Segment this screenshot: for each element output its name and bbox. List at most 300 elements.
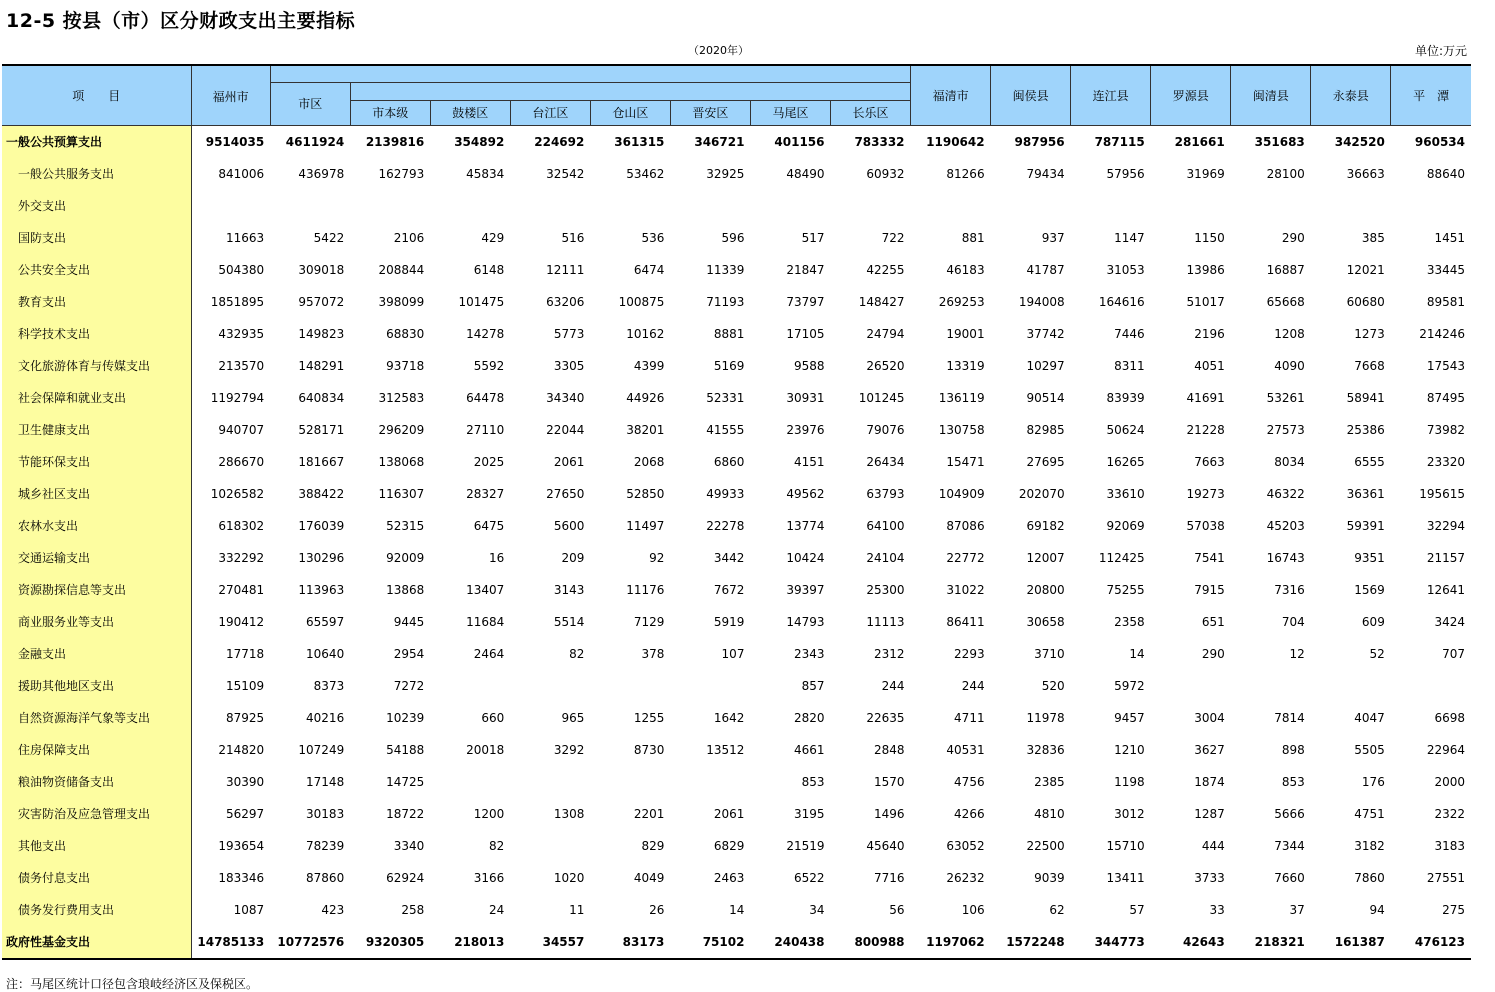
table-cell: 164616 <box>1098 294 1145 309</box>
table-cell: 22044 <box>546 422 585 437</box>
table-cell <box>430 670 510 702</box>
table-cell: 53261 <box>1266 390 1305 405</box>
row-label: 国防支出 <box>2 222 191 254</box>
table-row <box>2 446 1471 478</box>
table-cell: 27573 <box>1266 422 1305 437</box>
table-cell: 15109 <box>225 678 265 693</box>
table-cell <box>430 190 510 222</box>
table-cell: 46183 <box>946 262 985 277</box>
table-cell: 52331 <box>706 390 745 405</box>
table-cell: 651 <box>1201 614 1225 629</box>
table-cell: 10424 <box>786 550 825 565</box>
header-district: 马尾区 <box>750 100 830 125</box>
table-cell: 6698 <box>1434 710 1465 725</box>
table-cell <box>670 190 750 222</box>
table-cell: 8311 <box>1114 358 1145 373</box>
table-cell: 36361 <box>1346 486 1385 501</box>
table-cell: 41787 <box>1026 262 1065 277</box>
table-cell: 176039 <box>298 518 345 533</box>
table-cell: 22278 <box>706 518 745 533</box>
row-label: 粮油物资储备支出 <box>2 766 191 798</box>
table-cell: 1642 <box>713 710 745 725</box>
table-cell: 2343 <box>793 646 825 661</box>
table-cell: 429 <box>481 230 505 245</box>
table-cell: 1572248 <box>991 926 1071 959</box>
table-cell: 3305 <box>553 358 585 373</box>
table-cell: 87086 <box>946 518 985 533</box>
table-cell: 162793 <box>378 166 425 181</box>
table-cell: 342520 <box>1334 134 1385 149</box>
header-county: 罗源县 <box>1151 65 1231 125</box>
table-cell: 34340 <box>546 390 585 405</box>
table-cell: 4051 <box>1194 358 1225 373</box>
table-cell: 11 <box>569 902 585 917</box>
table-cell <box>670 766 750 798</box>
table-cell: 7860 <box>1354 870 1385 885</box>
table-cell: 190412 <box>218 614 265 629</box>
table-cell: 2106 <box>393 230 425 245</box>
table-cell: 64100 <box>866 518 905 533</box>
table-cell: 60932 <box>866 166 905 181</box>
table-row <box>2 222 1471 254</box>
table-cell: 49562 <box>786 486 825 501</box>
table-cell: 73797 <box>786 294 825 309</box>
table-cell: 17543 <box>1426 358 1465 373</box>
table-cell: 3710 <box>1034 646 1065 661</box>
table-row <box>2 926 1471 959</box>
row-label: 教育支出 <box>2 286 191 318</box>
table-cell: 37 <box>1289 902 1305 917</box>
table-cell: 2025 <box>473 454 505 469</box>
table-cell: 71193 <box>706 294 745 309</box>
table-cell: 6555 <box>1354 454 1385 469</box>
table-cell: 130758 <box>938 422 985 437</box>
table-cell: 11497 <box>626 518 665 533</box>
table-cell: 436978 <box>298 166 345 181</box>
table-cell: 16743 <box>1266 550 1305 565</box>
header-county: 永泰县 <box>1311 65 1391 125</box>
header-district: 鼓楼区 <box>430 100 510 125</box>
table-cell: 4611924 <box>285 134 345 149</box>
table-row <box>2 670 1471 702</box>
table-cell: 19001 <box>946 326 985 341</box>
table-cell: 1190642 <box>926 134 985 149</box>
row-label: 债务付息支出 <box>2 862 191 894</box>
table-cell: 11978 <box>1026 710 1065 725</box>
table-cell: 68830 <box>386 326 425 341</box>
table-cell: 82 <box>489 838 505 853</box>
table-cell: 32542 <box>546 166 585 181</box>
table-row <box>2 510 1471 542</box>
table-cell: 1147 <box>1114 230 1145 245</box>
table-cell: 93718 <box>386 358 425 373</box>
table-cell: 2000 <box>1434 774 1465 789</box>
table-cell: 244 <box>961 678 985 693</box>
table-cell: 8730 <box>633 742 665 757</box>
table-cell: 75102 <box>670 926 750 959</box>
table-cell: 26 <box>649 902 665 917</box>
table-cell: 290 <box>1281 230 1305 245</box>
table-cell <box>1071 190 1151 222</box>
table-cell: 22635 <box>866 710 905 725</box>
header-county: 福清市 <box>911 65 991 125</box>
table-cell: 476123 <box>1391 926 1471 959</box>
table-cell: 40531 <box>946 742 985 757</box>
table-cell: 5505 <box>1354 742 1385 757</box>
table-cell: 149823 <box>298 326 345 341</box>
table-cell: 7672 <box>713 582 745 597</box>
header-shiqu: 市区 <box>270 82 350 125</box>
table-cell: 51017 <box>1186 294 1225 309</box>
table-cell <box>510 830 590 862</box>
table-cell: 14793 <box>786 614 825 629</box>
table-cell: 32294 <box>1426 518 1465 533</box>
table-cell: 17718 <box>225 646 265 661</box>
row-label: 其他支出 <box>2 830 191 862</box>
table-cell: 423 <box>321 902 345 917</box>
table-row <box>2 286 1471 318</box>
table-cell: 82 <box>569 646 585 661</box>
table-cell: 7541 <box>1194 550 1225 565</box>
table-cell: 11663 <box>225 230 265 245</box>
table-cell: 618302 <box>218 518 265 533</box>
row-label: 商业服务业等支出 <box>2 606 191 638</box>
table-cell: 64478 <box>466 390 505 405</box>
table-cell: 24 <box>489 902 505 917</box>
table-cell: 56 <box>889 902 905 917</box>
table-cell: 9320305 <box>350 926 430 959</box>
table-cell <box>1311 670 1391 702</box>
table-cell: 87925 <box>225 710 265 725</box>
table-cell: 4090 <box>1274 358 1305 373</box>
table-cell: 6860 <box>713 454 745 469</box>
table-cell: 45640 <box>866 838 905 853</box>
table-cell: 344773 <box>1071 926 1151 959</box>
table-cell: 12111 <box>546 262 585 277</box>
table-cell: 28327 <box>466 486 505 501</box>
table-cell: 52315 <box>386 518 425 533</box>
row-label: 住房保障支出 <box>2 734 191 766</box>
table-cell: 401156 <box>774 134 825 149</box>
table-cell: 787115 <box>1094 134 1145 149</box>
table-cell: 14 <box>729 902 745 917</box>
table-cell: 209 <box>561 550 585 565</box>
table-cell: 10772576 <box>270 926 350 959</box>
table-cell: 6475 <box>473 518 505 533</box>
table-cell: 1451 <box>1434 230 1465 245</box>
table-cell: 7344 <box>1274 838 1305 853</box>
table-cell: 194008 <box>1018 294 1065 309</box>
table-cell: 161387 <box>1311 926 1391 959</box>
table-cell: 136119 <box>938 390 985 405</box>
table-cell: 7915 <box>1194 582 1225 597</box>
table-cell: 4399 <box>633 358 665 373</box>
table-cell: 2322 <box>1434 806 1465 821</box>
table-cell: 1192794 <box>210 390 265 405</box>
table-cell: 853 <box>1281 774 1305 789</box>
row-label: 公共安全支出 <box>2 254 191 286</box>
table-cell: 1200 <box>473 806 505 821</box>
table-cell: 81266 <box>946 166 985 181</box>
table-cell: 60680 <box>1346 294 1385 309</box>
table-cell <box>1231 670 1311 702</box>
table-cell: 957072 <box>298 294 345 309</box>
table-cell: 6148 <box>473 262 505 277</box>
table-cell <box>430 766 510 798</box>
header-county: 平 潭 <box>1391 65 1471 125</box>
table-cell: 4266 <box>954 806 985 821</box>
table-cell: 2358 <box>1114 614 1145 629</box>
table-cell: 17105 <box>786 326 825 341</box>
row-label: 节能环保支出 <box>2 446 191 478</box>
table-cell: 13411 <box>1106 870 1145 885</box>
table-cell: 52850 <box>626 486 665 501</box>
table-cell: 13512 <box>706 742 745 757</box>
table-cell: 290 <box>1201 646 1225 661</box>
table-cell: 3182 <box>1354 838 1385 853</box>
table-cell: 1150 <box>1194 230 1225 245</box>
table-cell: 857 <box>801 678 825 693</box>
table-cell: 3340 <box>393 838 425 853</box>
page-title: 12-5 按县（市）区分财政支出主要指标 <box>6 10 356 32</box>
row-label: 文化旅游体育与传媒支出 <box>2 350 191 382</box>
table-cell: 22964 <box>1426 742 1465 757</box>
table-cell: 937 <box>1041 230 1065 245</box>
table-cell: 13407 <box>466 582 505 597</box>
fiscal-expenditure-table <box>2 64 1471 960</box>
table-cell: 960534 <box>1414 134 1465 149</box>
table-cell: 75255 <box>1106 582 1145 597</box>
table-cell: 44926 <box>626 390 665 405</box>
table-cell: 12007 <box>1026 550 1065 565</box>
table-cell: 14278 <box>466 326 505 341</box>
table-cell: 444 <box>1201 838 1225 853</box>
table-cell: 214246 <box>1419 326 1465 341</box>
table-row <box>2 638 1471 670</box>
table-cell: 14785133 <box>191 926 270 959</box>
table-cell: 640834 <box>298 390 345 405</box>
table-cell: 107 <box>721 646 745 661</box>
table-cell: 1874 <box>1194 774 1225 789</box>
table-row <box>2 125 1471 158</box>
table-cell: 148427 <box>858 294 905 309</box>
table-cell <box>590 190 670 222</box>
table-cell: 269253 <box>938 294 985 309</box>
table-cell: 388422 <box>298 486 345 501</box>
table-cell: 20018 <box>466 742 505 757</box>
table-row <box>2 382 1471 414</box>
table-cell: 15710 <box>1106 838 1145 853</box>
table-cell: 3143 <box>553 582 585 597</box>
table-cell: 94 <box>1369 902 1385 917</box>
table-cell <box>1311 190 1391 222</box>
table-cell: 361315 <box>614 134 665 149</box>
table-cell: 41691 <box>1186 390 1225 405</box>
table-cell: 31053 <box>1106 262 1145 277</box>
table-cell: 7446 <box>1114 326 1145 341</box>
table-cell <box>270 190 350 222</box>
table-cell: 7316 <box>1274 582 1305 597</box>
table-cell <box>911 190 991 222</box>
row-label: 援助其他地区支出 <box>2 670 191 702</box>
table-cell: 1308 <box>553 806 585 821</box>
table-cell: 2820 <box>793 710 825 725</box>
table-cell: 87860 <box>306 870 345 885</box>
table-cell: 195615 <box>1419 486 1465 501</box>
table-cell: 22772 <box>946 550 985 565</box>
table-cell: 57956 <box>1106 166 1145 181</box>
table-cell: 24104 <box>866 550 905 565</box>
table-cell <box>510 670 590 702</box>
table-cell: 58941 <box>1346 390 1385 405</box>
table-cell: 4049 <box>633 870 665 885</box>
table-cell <box>191 190 270 222</box>
table-cell: 138068 <box>378 454 425 469</box>
table-cell: 15471 <box>946 454 985 469</box>
table-cell: 516 <box>561 230 585 245</box>
row-label: 卫生健康支出 <box>2 414 191 446</box>
row-label: 一般公共服务支出 <box>2 158 191 190</box>
table-cell: 2312 <box>874 646 905 661</box>
table-cell: 2293 <box>954 646 985 661</box>
table-row <box>2 862 1471 894</box>
table-cell: 800988 <box>831 926 911 959</box>
table-cell: 25300 <box>866 582 905 597</box>
table-cell: 116307 <box>378 486 425 501</box>
table-cell: 21228 <box>1186 422 1225 437</box>
table-cell: 385 <box>1361 230 1385 245</box>
table-cell: 46322 <box>1266 486 1305 501</box>
table-cell: 332292 <box>218 550 265 565</box>
table-cell: 2848 <box>874 742 905 757</box>
table-cell: 65597 <box>306 614 345 629</box>
table-cell: 38201 <box>626 422 665 437</box>
table-row <box>2 574 1471 606</box>
row-label: 城乡社区支出 <box>2 478 191 510</box>
table-cell: 12 <box>1289 646 1305 661</box>
table-row <box>2 734 1471 766</box>
table-cell: 1255 <box>633 710 665 725</box>
table-cell: 5514 <box>553 614 585 629</box>
table-cell: 5919 <box>713 614 745 629</box>
table-cell: 2068 <box>633 454 665 469</box>
table-cell: 83173 <box>590 926 670 959</box>
table-cell <box>1391 670 1471 702</box>
table-cell: 16 <box>489 550 505 565</box>
header-fuzhou: 福州市 <box>191 65 270 125</box>
table-cell: 183346 <box>218 870 265 885</box>
table-cell: 79434 <box>1026 166 1065 181</box>
table-cell <box>590 766 670 798</box>
table-cell: 965 <box>561 710 585 725</box>
table-cell: 36663 <box>1346 166 1385 181</box>
table-cell: 5600 <box>553 518 585 533</box>
table-cell: 106 <box>961 902 985 917</box>
unit-label: 单位:万元 <box>1414 44 1467 58</box>
table-cell: 12021 <box>1346 262 1385 277</box>
table-cell: 11339 <box>706 262 745 277</box>
header-item: 项 目 <box>2 65 191 125</box>
table-cell: 841006 <box>218 166 265 181</box>
table-cell: 1087 <box>233 902 265 917</box>
table-cell: 10162 <box>626 326 665 341</box>
table-cell: 2201 <box>633 806 665 821</box>
table-cell: 5422 <box>313 230 345 245</box>
table-cell: 92 <box>649 550 665 565</box>
table-cell: 7716 <box>874 870 905 885</box>
table-row <box>2 830 1471 862</box>
table-cell <box>1391 190 1471 222</box>
table-cell: 28100 <box>1266 166 1305 181</box>
table-cell: 33610 <box>1106 486 1145 501</box>
table-cell: 130296 <box>298 550 345 565</box>
table-row <box>2 414 1471 446</box>
table-cell: 50624 <box>1106 422 1145 437</box>
table-cell: 87495 <box>1426 390 1465 405</box>
table-cell: 351683 <box>1254 134 1305 149</box>
table-cell: 596 <box>721 230 745 245</box>
header-district: 市本级 <box>350 100 430 125</box>
header-county: 闽清县 <box>1231 65 1311 125</box>
table-cell: 3183 <box>1434 838 1465 853</box>
table-cell: 90514 <box>1026 390 1065 405</box>
table-row <box>2 702 1471 734</box>
table-cell <box>750 190 830 222</box>
table-cell: 2464 <box>473 646 505 661</box>
table-cell: 63206 <box>546 294 585 309</box>
table-cell: 8034 <box>1274 454 1305 469</box>
table-cell <box>831 190 911 222</box>
table-cell <box>350 190 430 222</box>
table-cell: 783332 <box>854 134 905 149</box>
row-label: 一般公共预算支出 <box>2 125 191 158</box>
row-label: 社会保障和就业支出 <box>2 382 191 414</box>
row-label: 科学技术支出 <box>2 318 191 350</box>
table-cell: 208844 <box>378 262 425 277</box>
table-cell: 39397 <box>786 582 825 597</box>
table-cell: 26520 <box>866 358 905 373</box>
table-cell: 6522 <box>793 870 825 885</box>
table-cell: 113963 <box>298 582 345 597</box>
table-cell: 5773 <box>553 326 585 341</box>
table-cell: 520 <box>1041 678 1065 693</box>
table-cell: 11684 <box>466 614 505 629</box>
table-cell: 19273 <box>1186 486 1225 501</box>
table-cell: 9039 <box>1034 870 1065 885</box>
table-cell: 101245 <box>858 390 905 405</box>
table-row <box>2 542 1471 574</box>
table-cell: 56297 <box>225 806 265 821</box>
row-label: 交通运输支出 <box>2 542 191 574</box>
table-cell: 3166 <box>473 870 505 885</box>
table-cell: 4751 <box>1354 806 1385 821</box>
row-label: 自然资源海洋气象等支出 <box>2 702 191 734</box>
table-cell: 20800 <box>1026 582 1065 597</box>
table-cell: 148291 <box>298 358 345 373</box>
table-row <box>2 254 1471 286</box>
header-county: 连江县 <box>1071 65 1151 125</box>
table-cell: 4661 <box>793 742 825 757</box>
table-cell: 1198 <box>1114 774 1145 789</box>
table-cell: 3012 <box>1114 806 1145 821</box>
table-cell: 378 <box>641 646 665 661</box>
table-cell: 881 <box>961 230 985 245</box>
table-cell: 2463 <box>713 870 745 885</box>
table-cell: 528171 <box>298 422 345 437</box>
table-cell: 9445 <box>393 614 425 629</box>
table-cell: 536 <box>641 230 665 245</box>
table-cell <box>510 190 590 222</box>
